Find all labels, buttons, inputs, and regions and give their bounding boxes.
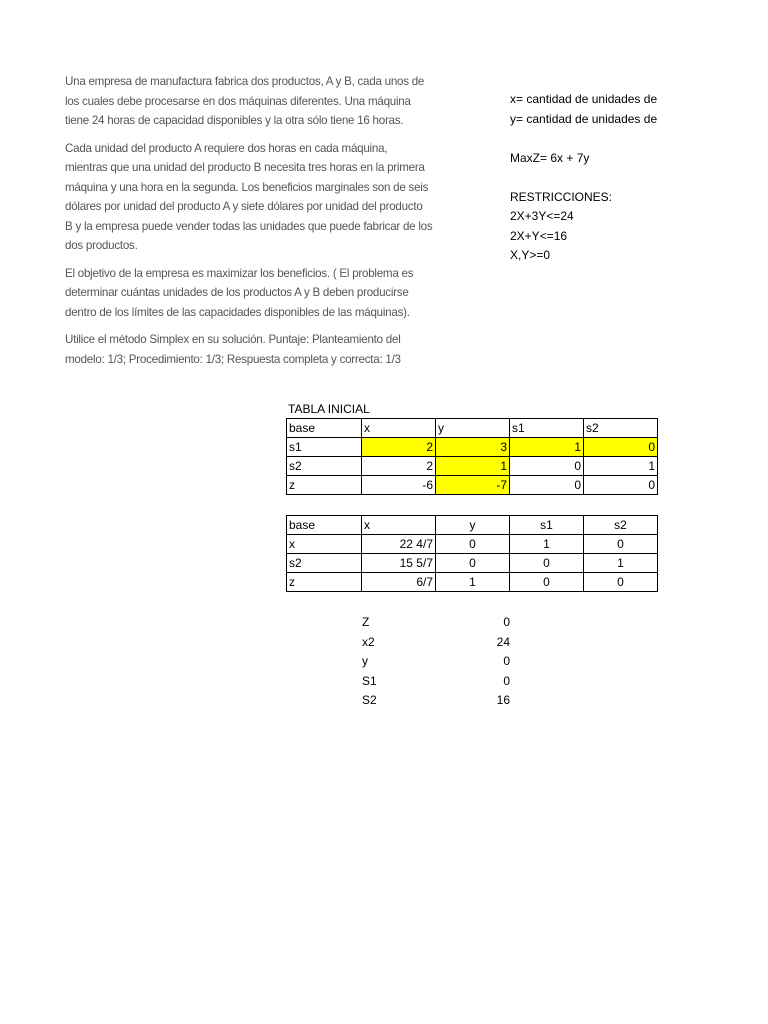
column-header: base	[287, 419, 362, 438]
column-header: base	[287, 516, 362, 535]
table-cell: -6	[362, 476, 436, 495]
problem-paragraph	[65, 330, 440, 369]
column-header: x	[362, 419, 436, 438]
table-cell: 0	[584, 438, 658, 457]
column-header: s2	[584, 419, 658, 438]
table-cell: 0	[436, 535, 510, 554]
table-cell: 1	[436, 573, 510, 592]
table-cell: 1	[584, 457, 658, 476]
constraint-nonnegativity: X,Y>=0	[510, 248, 551, 262]
result-label: y	[362, 654, 368, 668]
column-header: x	[362, 516, 436, 535]
problem-line: Cada unidad del producto A requiere dos horas en cada máquina,	[65, 141, 388, 155]
result-row	[362, 672, 512, 692]
row-base-label: s2	[287, 554, 362, 573]
result-label: x2	[362, 634, 375, 649]
table-cell: 1	[510, 535, 584, 554]
table-row	[287, 438, 658, 457]
table-cell: 0	[510, 476, 584, 495]
result-label: S2	[362, 693, 377, 707]
table-cell: 0	[510, 554, 584, 573]
result-row	[362, 691, 512, 711]
constraint-2: 2X+Y<=16	[510, 228, 568, 243]
table-cell: 0	[436, 554, 510, 573]
result-value: 24	[496, 634, 510, 649]
problem-statement	[65, 72, 440, 377]
column-header: y	[436, 419, 510, 438]
table-cell: 0	[510, 457, 584, 476]
table-cell: 0	[584, 573, 658, 592]
result-row	[362, 652, 512, 672]
table-row	[287, 535, 658, 554]
problem-line: dentro de los límites de las capacidades disponibles de las máquinas).	[65, 305, 410, 319]
problem-line: Utilice el método Simplex en su solución. Puntaje: Planteamiento del	[65, 333, 401, 346]
table-header-row	[287, 419, 658, 438]
table-cell: 2	[362, 438, 436, 457]
result-value: 0	[503, 654, 510, 668]
row-base-label: s2	[287, 457, 362, 476]
result-label: Z	[362, 615, 370, 629]
table-cell: 3	[436, 438, 510, 457]
column-header: s1	[510, 419, 584, 438]
variable-x-definition: x= cantidad de unidades de	[510, 92, 658, 106]
problem-paragraph	[65, 139, 440, 256]
result-row	[362, 633, 512, 653]
problem-line: máquina y una hora en la segunda. Los beneficios marginales son de seis	[65, 180, 429, 194]
problem-paragraph	[65, 264, 440, 323]
result-value: 0	[503, 673, 510, 688]
table-cell: -7	[436, 476, 510, 495]
tabla-inicial-title: TABLA INICIAL	[288, 402, 370, 416]
result-value: 16	[496, 693, 510, 707]
constraints-title: RESTRICCIONES:	[510, 189, 613, 204]
table-row	[287, 573, 658, 592]
table-cell: 0	[510, 573, 584, 592]
table-cell: 15 5/7	[362, 554, 436, 573]
problem-line: los cuales debe procesarse en dos máquinas diferentes. Una máquina	[65, 94, 411, 108]
tabla-inicial	[286, 418, 658, 495]
table-cell: 1	[584, 554, 658, 573]
table-cell: 0	[584, 535, 658, 554]
table-cell: 22 4/7	[362, 535, 436, 554]
result-value: 0	[503, 615, 510, 629]
problem-line: tiene 24 horas de capacidad disponibles y la otra sólo tiene 16 horas.	[65, 114, 404, 127]
result-row	[362, 613, 512, 633]
column-header: s1	[510, 516, 584, 535]
result-label: S1	[362, 673, 377, 688]
row-base-label: x	[287, 535, 362, 554]
table-cell: 1	[436, 457, 510, 476]
tabla-iteracion-1	[286, 515, 658, 592]
results-summary	[362, 613, 512, 711]
table-cell: 1	[510, 438, 584, 457]
column-header: y	[436, 516, 510, 535]
problem-line: mientras que una unidad del producto B necesita tres horas en la primera	[65, 161, 425, 174]
problem-line: B y la empresa puede vender todas las unidades que puede fabricar de los	[65, 219, 433, 233]
table-row	[287, 554, 658, 573]
row-base-label: z	[287, 573, 362, 592]
problem-line: El objetivo de la empresa es maximizar los beneficios. ( El problema es	[65, 266, 414, 280]
table-row	[287, 476, 658, 495]
model-formulation	[510, 90, 660, 266]
row-base-label: s1	[287, 438, 362, 457]
table-cell: 2	[362, 457, 436, 476]
column-header: s2	[584, 516, 658, 535]
objective-function: MaxZ= 6x + 7y	[510, 150, 590, 165]
row-base-label: z	[287, 476, 362, 495]
problem-line: Una empresa de manufactura fabrica dos productos, A y B, cada unos de	[65, 75, 425, 88]
problem-line: modelo: 1/3; Procedimiento: 1/3; Respuesta completa y correcta: 1/3	[65, 352, 401, 366]
variable-y-definition: y= cantidad de unidades de	[510, 111, 658, 126]
problem-paragraph	[65, 72, 440, 131]
table-header-row	[287, 516, 658, 535]
problem-line: dólares por unidad del producto A y siete dólares por unidad del producto	[65, 200, 423, 213]
table-cell: 0	[584, 476, 658, 495]
problem-line: determinar cuántas unidades de los productos A y B deben producirse	[65, 286, 409, 299]
constraint-1: 2X+3Y<=24	[510, 209, 574, 223]
problem-line: dos productos.	[65, 239, 138, 252]
table-row	[287, 457, 658, 476]
table-cell: 6/7	[362, 573, 436, 592]
